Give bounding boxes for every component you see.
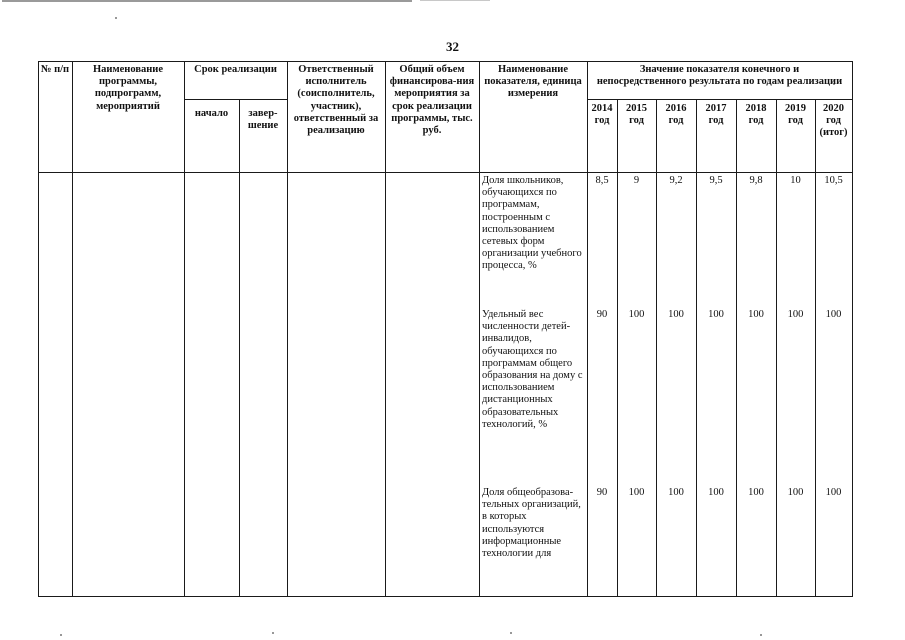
header-values-by-year: Значение показателя конечного и непосредственного результата по годам реализации — [596, 64, 843, 88]
indicator-name: Доля общеобразова-тельных организаций, в которых используются информационные технологии для — [482, 487, 581, 560]
header-year: 2019 год — [785, 103, 806, 127]
column-border — [38, 61, 39, 597]
column-border — [776, 99, 777, 596]
table-bottom-border — [38, 596, 853, 597]
column-border — [656, 99, 657, 596]
header-year: 2020 год (итог) — [819, 103, 848, 139]
years-subheader-border — [587, 99, 852, 100]
scan-artifact-line — [420, 0, 490, 1]
scan-artifact-line — [2, 0, 412, 2]
indicator-value: 9,5 — [709, 175, 723, 186]
indicator-value: 10,5 — [824, 175, 843, 186]
column-border — [239, 99, 240, 596]
scan-speck — [760, 634, 762, 636]
header-num: № п/п — [40, 64, 70, 75]
column-border — [696, 99, 697, 596]
indicator-value: 100 — [668, 487, 684, 498]
indicator-value: 100 — [708, 487, 724, 498]
column-border — [287, 61, 288, 597]
header-indicator: Наименование показателя, единица измерения — [484, 64, 582, 100]
indicator-value: 9 — [633, 175, 640, 186]
indicator-name: Доля школьников, обучающихся по программам, построенным с использованием сетевых форм организации учебного процесса, % — [482, 175, 582, 272]
header-year: 2017 год — [705, 103, 727, 127]
header-year: 2015 год — [626, 103, 647, 127]
column-border — [852, 61, 853, 597]
page-number: 32 — [446, 39, 459, 54]
indicator-value: 100 — [748, 487, 764, 498]
scan-speck — [115, 17, 117, 19]
indicator-value: 100 — [628, 309, 645, 320]
column-border — [815, 99, 816, 596]
indicator-value: 100 — [748, 309, 764, 320]
scan-speck — [272, 632, 274, 634]
indicator-value: 9,8 — [749, 175, 763, 186]
term-subheader-border — [184, 99, 287, 100]
indicator-value: 100 — [668, 309, 684, 320]
indicator-value: 90 — [596, 309, 608, 320]
scan-speck — [510, 632, 512, 634]
header-executor: Ответственный исполнитель (соисполнитель, участник), ответственный за реализацию — [293, 64, 379, 137]
header-year: 2014 год — [591, 103, 613, 127]
column-border — [736, 99, 737, 596]
column-border — [617, 99, 618, 596]
indicator-value: 100 — [787, 309, 804, 320]
column-border — [184, 61, 185, 597]
header-term-start: начало — [194, 108, 229, 119]
column-border — [72, 61, 73, 597]
indicator-value: 90 — [596, 487, 608, 498]
indicator-value: 100 — [787, 487, 804, 498]
header-year: 2018 год — [745, 103, 767, 127]
column-border — [385, 61, 386, 597]
scan-speck — [60, 634, 62, 636]
indicator-value: 9,2 — [669, 175, 683, 186]
header-term-end: завер-шение — [247, 108, 279, 132]
indicator-value: 8,5 — [595, 175, 609, 186]
header-program-name: Наименование программы, подпрограмм, мероприятий — [93, 64, 163, 112]
header-year: 2016 год — [665, 103, 687, 127]
header-volume: Общий объем финансирова-ния мероприятия за срок реализации программы, тыс. руб. — [389, 64, 475, 137]
header-bottom-border — [38, 172, 853, 173]
indicator-name: Удельный вес численности детей-инвалидов, обучающихся по программам общего образования на дому с использованием дистанционных образовательных технологий, % — [482, 309, 583, 430]
indicator-value: 100 — [825, 309, 842, 320]
indicator-value: 100 — [628, 487, 645, 498]
column-border — [587, 61, 588, 597]
table-top-border — [38, 61, 853, 62]
column-border — [479, 61, 480, 597]
indicator-value: 10 — [790, 175, 801, 186]
header-term: Срок реализации — [194, 64, 277, 75]
indicator-value: 100 — [825, 487, 842, 498]
indicator-value: 100 — [708, 309, 724, 320]
